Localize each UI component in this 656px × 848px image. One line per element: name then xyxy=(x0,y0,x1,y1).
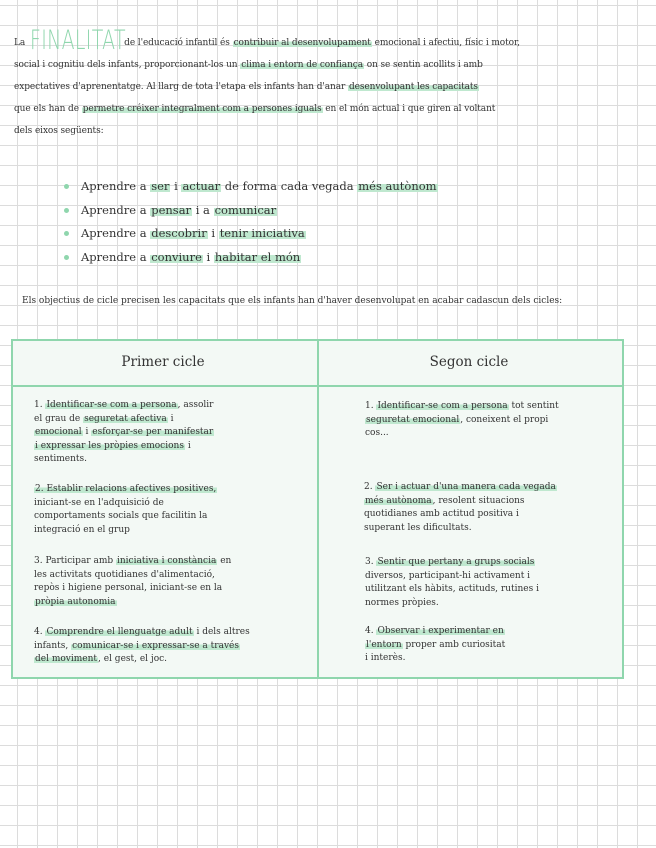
highlight: l'entorn xyxy=(366,639,402,650)
text: 1. xyxy=(365,401,377,411)
segon-cicle-objective-3 xyxy=(365,556,615,610)
highlight: seguretat afectiva xyxy=(84,413,167,424)
highlight: seguretat emocional xyxy=(366,414,460,425)
text: sentiments. xyxy=(34,454,87,464)
text: de l'educació infantil és xyxy=(124,38,233,48)
text: 3. Participar amb xyxy=(34,556,116,566)
text: en xyxy=(217,556,232,566)
intro-line-5 xyxy=(14,120,642,142)
text: proper amb curiositat xyxy=(402,639,506,650)
text: , resolent situacions xyxy=(432,495,525,506)
text: i a xyxy=(192,202,214,217)
highlight: pròpia autonomia xyxy=(35,596,116,607)
text: de forma cada vegada xyxy=(221,179,358,193)
text: expectatives d'aprenentatge. Al llarg de tota l'etapa els infants han d'anar xyxy=(14,82,348,92)
header-segon-cicle: Segon cicle xyxy=(429,354,509,370)
text: repòs i higiene personal, iniciant-se en la xyxy=(34,583,223,593)
highlight: més autònoma xyxy=(365,495,432,506)
text: Aprendre a xyxy=(81,249,151,264)
highlight: iniciativa i constància xyxy=(117,556,217,566)
intro-line-1 xyxy=(14,26,642,54)
text: emocional i afectiu, físic i motor, xyxy=(371,38,520,48)
highlight: Sentir que pertany a grups socials xyxy=(377,557,535,567)
segon-cicle-objective-2 xyxy=(364,481,619,535)
text: , assolir xyxy=(177,400,214,410)
text: 4. xyxy=(365,626,377,636)
highlight: més autònom xyxy=(358,179,437,193)
text: 2. xyxy=(364,482,376,492)
highlight: esforçar-se per manifestar xyxy=(92,427,214,437)
text: , coneixent el propi xyxy=(460,414,549,425)
intro-line-4 xyxy=(14,98,642,120)
highlight: del moviment xyxy=(35,654,98,664)
text: i dels altres xyxy=(193,627,250,637)
highlight: 2. Establir relacions afectives positives, xyxy=(35,484,217,494)
text: i xyxy=(184,440,191,451)
text: Aprendre a xyxy=(81,202,151,217)
text: social i cognitiu dels infants, proporcionant-los un xyxy=(14,60,241,70)
text: i interès. xyxy=(365,653,406,663)
intro-line-2 xyxy=(14,54,642,76)
highlight: comunicar-se i expressar-se a través xyxy=(72,640,239,651)
highlight: pensar xyxy=(151,202,192,217)
finalitat-title: FINALITAT xyxy=(30,25,127,56)
highlight: comunicar xyxy=(214,202,277,217)
text: i xyxy=(82,427,92,437)
highlight: descobrir xyxy=(151,226,207,240)
highlight: actuar xyxy=(182,179,221,193)
header-primer-cicle: Primer cicle xyxy=(121,354,205,370)
text: , el gest, el joc. xyxy=(98,654,168,664)
segon-cicle-objective-1 xyxy=(365,400,615,441)
primer-cicle-objective-1 xyxy=(34,399,294,467)
highlight: Ser i actuar d'una manera cada vegada xyxy=(376,482,556,492)
highlight: Observar i experimentar en xyxy=(377,626,504,636)
highlight: clima i entorn de confiança xyxy=(241,60,363,70)
text: normes pròpies. xyxy=(365,597,439,608)
primer-cicle-objective-2 xyxy=(34,483,294,537)
text: on se sentin acollits i amb xyxy=(363,60,483,70)
text: Aprendre a xyxy=(81,226,151,240)
text: i xyxy=(170,179,182,193)
text: el grau de xyxy=(34,413,84,424)
text: i xyxy=(207,226,219,240)
column-divider xyxy=(317,341,319,677)
text: integració en el grup xyxy=(34,524,130,535)
highlight: habitar el món xyxy=(214,249,301,264)
list-item xyxy=(62,247,438,271)
highlight: tenir iniciativa xyxy=(219,226,305,240)
text: 4. xyxy=(34,627,46,637)
text: superant les dificultats. xyxy=(364,522,472,533)
text: en el món actual i que giren al voltant xyxy=(322,104,496,114)
bullet-list xyxy=(62,176,438,270)
text: 1. xyxy=(34,400,46,410)
text: que els han de xyxy=(14,104,82,114)
text: tot sentint xyxy=(508,401,559,411)
highlight: desenvolupant les capacitats xyxy=(348,82,478,92)
text: les activitats quotidianes d'alimentació, xyxy=(34,569,215,580)
text: i xyxy=(167,413,174,424)
highlight: i expressar les pròpies emocions xyxy=(35,440,184,451)
highlight: emocional xyxy=(35,427,82,437)
primer-cicle-objective-4 xyxy=(34,626,304,667)
highlight: ser xyxy=(151,179,170,193)
highlight: Comprendre el llenguatge adult xyxy=(46,627,193,637)
text: infants, xyxy=(34,640,72,651)
text: diversos, participant-hi activament i xyxy=(365,570,531,581)
highlight: Identificar-se com a persona xyxy=(377,401,508,411)
list-item xyxy=(62,223,438,247)
list-item xyxy=(62,176,438,200)
highlight: contribuir al desenvolupament xyxy=(233,38,371,48)
intro-line-3 xyxy=(14,76,642,98)
intro-lead: La xyxy=(14,38,26,48)
text: comportaments socials que facilitin la xyxy=(34,511,208,521)
highlight: Identificar-se com a persona xyxy=(46,400,177,410)
text: quotidianes amb actitud positiva i xyxy=(364,509,519,519)
segon-cicle-objective-4 xyxy=(365,625,615,666)
text: cos... xyxy=(365,428,389,438)
highlight: conviure xyxy=(151,249,202,264)
list-item xyxy=(62,200,438,224)
cycles-table xyxy=(11,339,624,679)
text: iniciant-se en l'adquisició de xyxy=(34,497,164,508)
intro-paragraph xyxy=(14,26,642,142)
primer-cicle-objective-3 xyxy=(34,555,294,609)
text: dels eixos següents: xyxy=(14,126,104,136)
text: utilitzant els hàbits, actituds, rutines i xyxy=(365,584,539,594)
highlight: permetre créixer integralment com a persones iguals xyxy=(82,104,322,114)
text: 3. xyxy=(365,557,377,567)
objectius-paragraph: Els objectius de cicle precisen les capacitats que els infants han d'haver desenvolupat en acabar cadascun dels cicles: xyxy=(22,296,563,306)
text: Aprendre a xyxy=(81,179,151,193)
text: i xyxy=(202,249,214,264)
